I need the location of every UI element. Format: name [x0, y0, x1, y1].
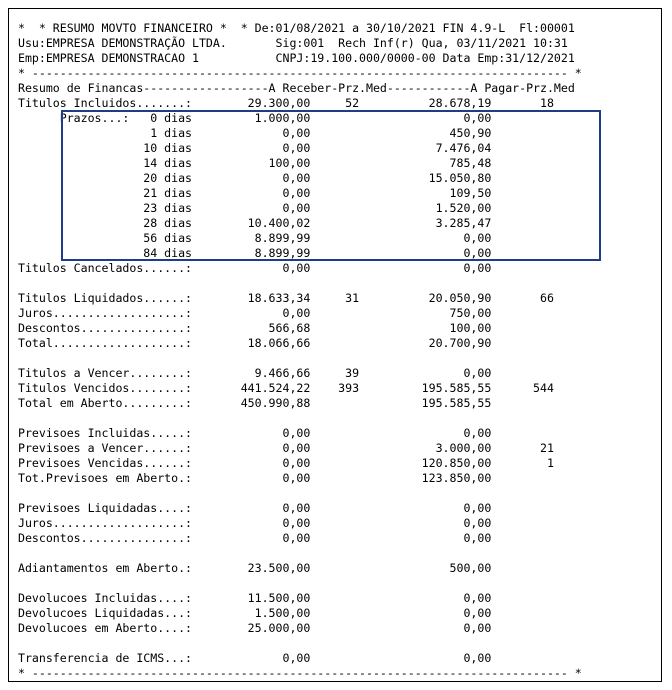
report-line: Previsoes Liquidadas....: 0,00 0,00 — [18, 501, 492, 515]
report-line: Previsoes a Vencer......: 0,00 3.000,00 21 — [18, 441, 554, 455]
report-line: 23 dias 0,00 1.520,00 — [18, 201, 492, 215]
report-line: 1 dias 0,00 450,90 — [18, 126, 492, 140]
report-line — [18, 486, 582, 501]
report-line: 21 dias 0,00 109,50 — [18, 186, 492, 200]
report-line: 10 dias 0,00 7.476,04 — [18, 141, 492, 155]
report-line: Transferencia de ICMS...: 0,00 0,00 — [18, 651, 492, 665]
report-line: Total em Aberto.........: 450.990,88 195.585,55 — [18, 396, 492, 410]
report-line: Usu:EMPRESA DEMONSTRAÇÃO LTDA. Sig:001 Rech Inf(r) Qua, 03/11/2021 10:31 — [18, 36, 568, 50]
report-line: Adiantamentos em Aberto.: 23.500,00 500,00 — [18, 561, 492, 575]
report-line: Juros...................: 0,00 0,00 — [18, 516, 492, 530]
report-line: Emp:EMPRESA DEMONSTRACAO 1 CNPJ:19.100.000/0000-00 Data Emp:31/12/2021 — [18, 51, 575, 65]
report-line: Titulos Liquidados......: 18.633,34 31 20.050,90 66 — [18, 291, 554, 305]
report-line — [18, 636, 582, 651]
report-line — [18, 411, 582, 426]
report-line — [18, 576, 582, 591]
report-line: Previsoes Vencidas......: 0,00 120.850,00 1 — [18, 456, 554, 470]
prazos-highlight-box — [61, 110, 601, 261]
report-line — [18, 546, 582, 561]
report-line: * * RESUMO MOVTO FINANCEIRO * * De:01/08/2021 a 30/10/2021 FIN 4.9-L Fl:00001 — [18, 21, 575, 35]
report-line: Titulos Vencidos........: 441.524,22 393 195.585,55 544 — [18, 381, 554, 395]
report-line: Previsoes Incluidas.....: 0,00 0,00 — [18, 426, 492, 440]
report-line: Titulos Incluidos.......: 29.300,00 52 28.678,19 18 — [18, 96, 554, 110]
report-line: 84 dias 8.899,99 0,00 — [18, 246, 492, 260]
report-line: Devolucoes em Aberto....: 25.000,00 0,00 — [18, 621, 492, 635]
report-line: Resumo de Financas------------------A Receber-Prz.Med------------A Pagar-Prz.Med — [18, 81, 575, 95]
report-line: Titulos Cancelados......: 0,00 0,00 — [18, 261, 492, 275]
report-line: Total...................: 18.066,66 20.700,90 — [18, 336, 492, 350]
report-line: Juros...................: 0,00 750,00 — [18, 306, 492, 320]
report-line: * ----------------------------------------------------------------------------- * — [18, 66, 582, 80]
report-line: 28 dias 10.400,02 3.285,47 — [18, 216, 492, 230]
report-line: Prazos...: 0 dias 1.000,00 0,00 — [18, 111, 492, 125]
report-line: Devolucoes Liquidadas...: 1.500,00 0,00 — [18, 606, 492, 620]
report-line — [18, 351, 582, 366]
report-line: Descontos...............: 0,00 0,00 — [18, 531, 492, 545]
report-line — [18, 276, 582, 291]
report-line: Descontos...............: 566,68 100,00 — [18, 321, 492, 335]
report-line: Titulos a Vencer........: 9.466,66 39 0,00 — [18, 366, 492, 380]
report-line: Devolucoes Incluidas....: 11.500,00 0,00 — [18, 591, 492, 605]
report-line: Tot.Previsoes em Aberto.: 0,00 123.850,00 — [18, 471, 492, 485]
report-line: 56 dias 8.899,99 0,00 — [18, 231, 492, 245]
report-line: 14 dias 100,00 785,48 — [18, 156, 492, 170]
report-line: 20 dias 0,00 15.050,80 — [18, 171, 492, 185]
report-line: * ----------------------------------------------------------------------------- * — [18, 666, 582, 680]
